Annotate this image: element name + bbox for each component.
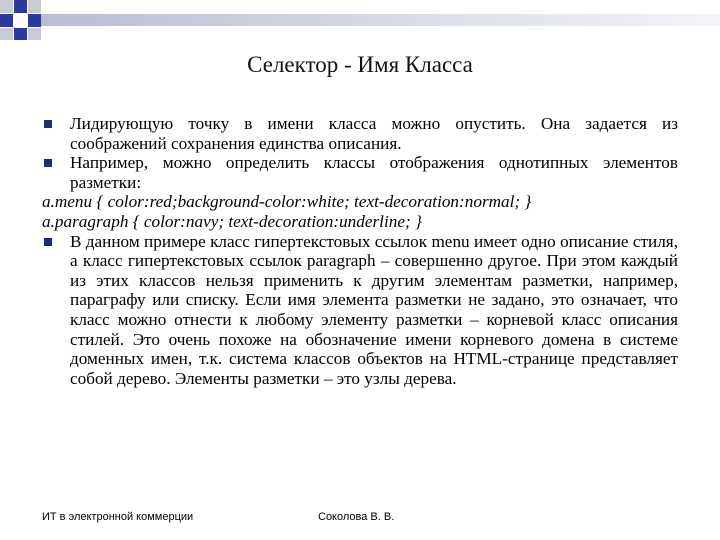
slide-content — [42, 114, 678, 388]
code-line-menu: a.menu { color:red;background-color:white; text-decoration:normal; } — [42, 192, 532, 212]
header-decoration — [0, 0, 720, 40]
bullet-text: Например, можно определить классы отображения однотипных элементов разметки: — [70, 153, 678, 192]
bullet-item — [42, 114, 678, 153]
bullet-text: Лидирующую точку в имени класса можно опустить. Она задается из соображений сохранения единства описания. — [70, 114, 678, 153]
footer-author: Соколова В. В. — [318, 511, 395, 523]
square-bullet-icon — [44, 120, 52, 128]
square-bullet-icon — [44, 159, 52, 167]
bullet-item — [42, 153, 678, 192]
square-bullet-icon — [44, 238, 52, 246]
code-line-paragraph: a.paragraph { color:navy; text-decoration:underline; } — [42, 211, 422, 231]
bullet-item — [42, 232, 678, 389]
footer-course: ИТ в электронной коммерции — [42, 511, 194, 523]
slide-title: Селектор - Имя Класса — [247, 52, 473, 77]
bullet-text: В данном примере класс гипертекстовых ссылок menu имеет одно описание стиля, а класс гипертекстовых ссылок paragraph – совершенно другое. При этом каждый из этих классов нельзя применить к другим элементам разметки, например, параграфу или списку. Если имя элемента разметки не задано, это означает, что класс можно отнести к любому элементу разметки – корневой класс описания стилей. Это очень похоже на обозначение имени корневого домена в системе доменных имен, т.к. система классов объектов на HTML-странице представляет собой дерево. Элементы разметки – это узлы дерева. — [70, 231, 678, 388]
